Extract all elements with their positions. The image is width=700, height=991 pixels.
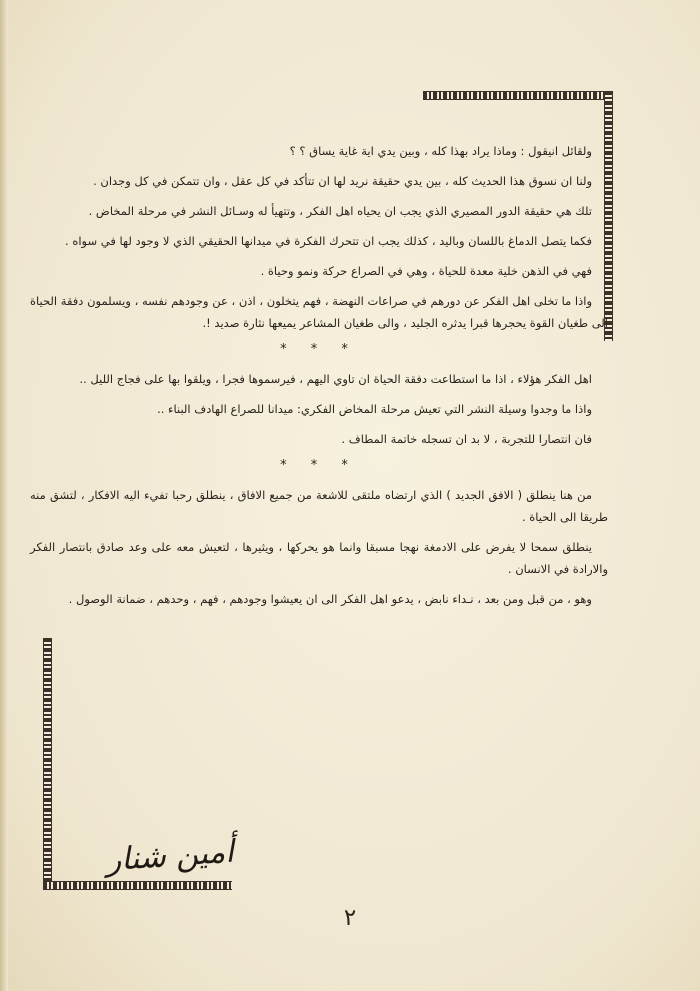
page-spine-shadow [0,0,8,991]
paragraph: تلك هي حقيقة الدور المصيري الذي يجب ان يحياه اهل الفكر ، وتتهيأ له وسـائل النشر في مرحلة المخاض . [88,204,592,218]
paragraph: فان انتصارا للتجربة ، لا بد ان تسجله خاتمة المطاف . [341,432,592,446]
author-signature: أمين شنار [104,833,235,879]
paragraph: فهي في الذهن خلية معدة للحياة ، وهي في الصراع حركة ونمو وحياة . [260,264,592,278]
page-number: ٢ [343,905,357,931]
paragraph: واذا ما وجدوا وسيلة النشر التي تعيش مرحلة المخاض الفكري: ميدانا للصراع الهادف البناء .. [157,402,592,416]
paragraph: فكما يتصل الدماغ باللسان وباليد ، كذلك يجب ان تتحرك الفكرة في ميدانها الحقيقي الذي لا وجود لها في سواه . [65,234,592,248]
article-body [30,140,608,618]
left-ornamental-border [43,638,52,888]
section-separator: * * * [280,342,358,357]
paragraph: ولنا ان نسوق هذا الحديث كله ، بين يدي حقيقة نريد لها ان تتأكد في كل عقل ، وان تتمكن في كل وجدان . [93,174,592,188]
top-ornamental-border [423,91,612,100]
section-separator: * * * [280,458,358,473]
paragraph: اهل الفكر هؤلاء ، اذا ما استطاعت دفقة الحياة ان تاوي اليهم ، فيرسموها فجرا ، ويلقوا بها على فجاج الليل .. [79,372,592,386]
paragraph: وهو ، من قبل ومن بعد ، نـداء نابض ، يدعو اهل الفكر الى ان يعيشوا وجودهم ، فهم ، وحدهم ، ضمانة الوصول . [68,592,592,606]
paragraph: من هنا ينطلق ( الافق الجديد ) الذي ارتضاه ملتقى للاشعة من جميع الافاق ، ينطلق رحبا تفيء اليه الافكار ، لتشق منه طريقا الى الحياة . [30,488,608,524]
paragraph: ينطلق سمحا لا يفرض على الادمغة نهجا مسبقا وانما هو يحركها ، ويثيرها ، لتعيش معه على وعد صادق بانتصار الفكر والارادة في الانسان . [30,540,608,576]
bottom-ornamental-border [43,881,232,890]
paragraph: واذا ما تخلى اهل الفكر عن دورهم في صراعات النهضة ، فهم يتخلون ، اذن ، عن وجودهم نفسه ، ويسلمون دفقة الحياة الى طغيان القوة يحجرها قبرا يدثره الجليد ، والى طغيان المشاعر يميعها نثارة صديد !. [30,294,608,330]
paragraph: ولقائل انيقول : وماذا يراد بهذا كله ، وبين يدي اية غاية يساق ؟ ؟ [289,144,592,158]
